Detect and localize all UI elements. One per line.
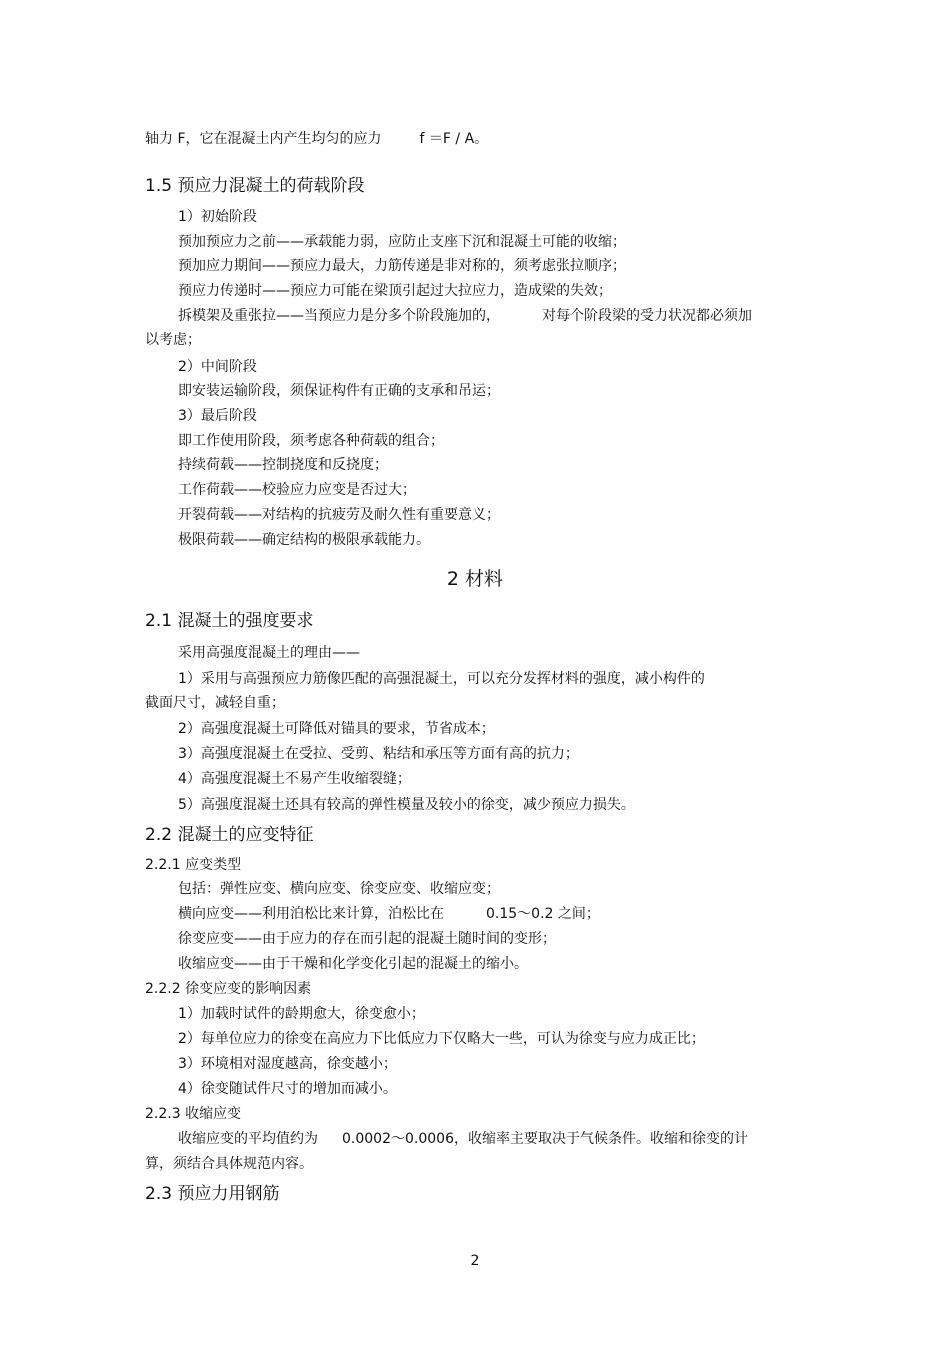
initial-stage-item-a: 拆模架及重张拉——当预应力是分多个阶段施加的， <box>178 308 500 324</box>
initial-stage-item: 预应力传递时——预应力可能在梁顶引起过大拉应力，造成梁的失效； <box>178 283 612 299</box>
final-stage-title: 3）最后阶段 <box>178 408 257 424</box>
shrinkage-text-a: 收缩应变的平均值约为 <box>178 1131 318 1147</box>
initial-stage-item: 预加预应力之前——承载能力弱，应防止支座下沉和混凝土可能的收缩； <box>178 234 626 250</box>
initial-stage-item <box>178 306 752 326</box>
strain-type-item-a: 横向应变——利用泊松比来计算，泊松比在 <box>178 906 444 922</box>
reason-item: 5）高强度混凝土还具有较高的弹性模量及较小的徐变，减少预应力损失。 <box>178 797 635 813</box>
intro-line <box>145 129 488 149</box>
middle-stage-title: 2）中间阶段 <box>178 359 257 375</box>
reason-item: 1）采用与高强预应力筋像匹配的高强混凝土，可以充分发挥材料的强度，减小构件的 <box>178 671 705 687</box>
reason-item: 3）高强度混凝土在受拉、受剪、粘结和承压等方面有高的抗力； <box>178 746 579 762</box>
middle-stage-item: 即安装运输阶段，须保证构件有正确的支承和吊运； <box>178 383 500 399</box>
final-stage-item: 持续荷载——控制挠度和反挠度； <box>178 457 388 473</box>
section-2-3-heading: 2.3 预应力用钢筋 <box>145 1184 280 1204</box>
intro-text-b: f ＝F / A。 <box>419 131 489 147</box>
strain-type-item <box>178 904 600 924</box>
subsection-2-2-3-title: 2.2.3 收缩应变 <box>145 1106 242 1122</box>
subsection-2-2-1-title: 2.2.1 应变类型 <box>145 857 242 873</box>
creep-factor-item: 2）每单位应力的徐变在高应力下比低应力下仅略大一些，可认为徐变与应力成正比； <box>178 1031 705 1047</box>
chapter-2-title: 2 材料 <box>446 568 504 590</box>
creep-factor-item: 4）徐变随试件尺寸的增加而减小。 <box>178 1081 397 1097</box>
initial-stage-item-cont: 以考虑； <box>145 332 201 348</box>
shrinkage-paragraph <box>178 1129 748 1149</box>
initial-stage-title: 1）初始阶段 <box>178 209 257 225</box>
final-stage-item: 工作荷载——校验应力应变是否过大； <box>178 482 416 498</box>
strain-type-item: 包括：弹性应变、横向应变、徐变应变、收缩应变； <box>178 881 500 897</box>
final-stage-item: 开裂荷载——对结构的抗疲劳及耐久性有重要意义； <box>178 507 500 523</box>
reason-item: 2）高强度混凝土可降低对锚具的要求，节省成本； <box>178 721 495 737</box>
reasons-lead: 采用高强度混凝土的理由—— <box>178 645 360 661</box>
final-stage-item: 极限荷载——确定结构的极限承载能力。 <box>178 532 430 548</box>
reason-item-cont: 截面尺寸，减轻自重； <box>145 695 285 711</box>
section-2-1-heading: 2.1 混凝土的强度要求 <box>145 611 314 631</box>
section-1-5-heading: 1.5 预应力混凝土的荷载阶段 <box>145 176 365 196</box>
strain-type-item: 收缩应变——由于干燥和化学变化引起的混凝土的缩小。 <box>178 956 528 972</box>
creep-factor-item: 3）环境相对湿度越高，徐变越小； <box>178 1056 397 1072</box>
creep-factor-item: 1）加载时试件的龄期愈大，徐变愈小； <box>178 1006 425 1022</box>
page-number: 2 <box>470 1253 480 1269</box>
initial-stage-item: 预加应力期间——预应力最大，力筋传递是非对称的，须考虑张拉顺序； <box>178 258 626 274</box>
intro-text-a: 轴力 F，它在混凝土内产生均匀的应力 <box>145 131 382 147</box>
shrinkage-paragraph-cont: 算，须结合具体规范内容。 <box>145 1156 313 1172</box>
final-stage-item: 即工作使用阶段，须考虑各种荷载的组合； <box>178 433 444 449</box>
subsection-2-2-2-title: 2.2.2 徐变应变的影响因素 <box>145 981 312 997</box>
strain-type-item: 徐变应变——由于应力的存在而引起的混凝土随时间的变形； <box>178 931 556 947</box>
initial-stage-item-b: 对每个阶段梁的受力状况都必须加 <box>542 308 752 324</box>
section-2-2-heading: 2.2 混凝土的应变特征 <box>145 825 314 845</box>
reason-item: 4）高强度混凝土不易产生收缩裂缝； <box>178 771 411 787</box>
shrinkage-text-b: 0.0002～0.0006，收缩率主要取决于气候条件。收缩和徐变的计 <box>342 1131 748 1147</box>
strain-type-item-b: 0.15～0.2 之间； <box>486 906 600 922</box>
